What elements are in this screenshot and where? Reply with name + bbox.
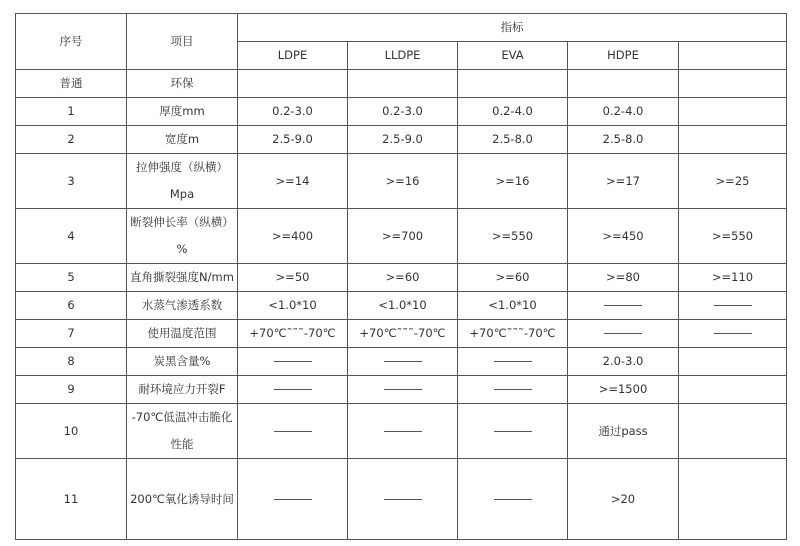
row-value bbox=[458, 404, 568, 459]
row-value: 0.2-3.0 bbox=[348, 98, 458, 126]
row-value bbox=[679, 348, 787, 376]
row-value bbox=[568, 320, 679, 348]
row-value bbox=[458, 376, 568, 404]
row-value bbox=[348, 348, 458, 376]
row-value bbox=[348, 404, 458, 459]
row-value: 0.2-4.0 bbox=[458, 98, 568, 126]
row-value: >=50 bbox=[238, 264, 348, 292]
header-row-1 bbox=[16, 14, 787, 42]
row-value: >=14 bbox=[238, 154, 348, 209]
row-value bbox=[458, 348, 568, 376]
row-item: 200℃氧化诱导时间 bbox=[127, 459, 238, 540]
row-value bbox=[348, 376, 458, 404]
row-value: <1.0*10 bbox=[458, 292, 568, 320]
table-row bbox=[16, 264, 787, 292]
row-value: >20 bbox=[568, 459, 679, 540]
row-value: 2.5-8.0 bbox=[568, 126, 679, 154]
dash-line bbox=[274, 499, 312, 500]
row-value: >=110 bbox=[679, 264, 787, 292]
header-item: 项目 bbox=[127, 14, 238, 70]
header-indicator: 指标 bbox=[238, 14, 787, 42]
row-item: -70℃低温冲击脆化性能 bbox=[127, 404, 238, 459]
dash-line bbox=[604, 305, 642, 306]
row-seq: 4 bbox=[16, 209, 127, 264]
row-value bbox=[238, 70, 348, 98]
row-value: 2.5-8.0 bbox=[458, 126, 568, 154]
row-value bbox=[568, 70, 679, 98]
row-item: 耐环境应力开裂F bbox=[127, 376, 238, 404]
row-value bbox=[238, 348, 348, 376]
dash-line bbox=[384, 431, 422, 432]
row-value: +70℃˜˜˜-70℃ bbox=[238, 320, 348, 348]
dash-line bbox=[384, 499, 422, 500]
dash-line bbox=[494, 389, 532, 390]
row-value bbox=[238, 404, 348, 459]
row-value bbox=[679, 376, 787, 404]
dash-line bbox=[604, 333, 642, 334]
row-value: >=450 bbox=[568, 209, 679, 264]
row-value bbox=[679, 292, 787, 320]
row-seq: 5 bbox=[16, 264, 127, 292]
table-row bbox=[16, 376, 787, 404]
row-value bbox=[238, 459, 348, 540]
table-row bbox=[16, 404, 787, 459]
table-row bbox=[16, 209, 787, 264]
header-material: LDPE bbox=[238, 42, 348, 70]
dash-line bbox=[494, 499, 532, 500]
row-item: 厚度mm bbox=[127, 98, 238, 126]
table-row bbox=[16, 154, 787, 209]
row-value: >=80 bbox=[568, 264, 679, 292]
row-value: >=16 bbox=[348, 154, 458, 209]
row-item: 拉伸强度（纵横）Mpa bbox=[127, 154, 238, 209]
row-item: 使用温度范围 bbox=[127, 320, 238, 348]
dash-line bbox=[494, 361, 532, 362]
row-seq: 11 bbox=[16, 459, 127, 540]
header-material: LLDPE bbox=[348, 42, 458, 70]
spec-table bbox=[15, 13, 787, 540]
header-material: EVA bbox=[458, 42, 568, 70]
row-value: >=25 bbox=[679, 154, 787, 209]
row-seq: 6 bbox=[16, 292, 127, 320]
row-value: 2.5-9.0 bbox=[348, 126, 458, 154]
row-value: +70℃˜˜˜-70℃ bbox=[348, 320, 458, 348]
header-material bbox=[679, 42, 787, 70]
header-seq: 序号 bbox=[16, 14, 127, 70]
table-row bbox=[16, 292, 787, 320]
row-value: 通过pass bbox=[568, 404, 679, 459]
row-seq: 8 bbox=[16, 348, 127, 376]
dash-line bbox=[714, 333, 752, 334]
row-seq: 2 bbox=[16, 126, 127, 154]
row-seq: 3 bbox=[16, 154, 127, 209]
row-value bbox=[458, 70, 568, 98]
row-item: 水蒸气渗透系数 bbox=[127, 292, 238, 320]
dash-line bbox=[714, 305, 752, 306]
table-row bbox=[16, 459, 787, 540]
row-value: >=550 bbox=[679, 209, 787, 264]
row-seq: 7 bbox=[16, 320, 127, 348]
dash-line bbox=[274, 389, 312, 390]
dash-line bbox=[384, 389, 422, 390]
row-value bbox=[238, 376, 348, 404]
row-item: 环保 bbox=[127, 70, 238, 98]
row-value: >=400 bbox=[238, 209, 348, 264]
row-value: >=700 bbox=[348, 209, 458, 264]
row-value bbox=[679, 70, 787, 98]
row-value bbox=[348, 459, 458, 540]
row-value: 0.2-4.0 bbox=[568, 98, 679, 126]
row-value bbox=[348, 70, 458, 98]
dash-line bbox=[274, 361, 312, 362]
row-item: 炭黑含量% bbox=[127, 348, 238, 376]
table-row bbox=[16, 126, 787, 154]
row-seq: 10 bbox=[16, 404, 127, 459]
row-value: +70℃˜˜˜-70℃ bbox=[458, 320, 568, 348]
dash-line bbox=[384, 361, 422, 362]
row-value bbox=[568, 292, 679, 320]
row-value: 2.5-9.0 bbox=[238, 126, 348, 154]
row-item: 断裂伸长率（纵横）% bbox=[127, 209, 238, 264]
row-value: >=1500 bbox=[568, 376, 679, 404]
row-seq: 普通 bbox=[16, 70, 127, 98]
row-value bbox=[458, 459, 568, 540]
dash-line bbox=[494, 431, 532, 432]
table-row bbox=[16, 98, 787, 126]
row-value bbox=[679, 126, 787, 154]
row-seq: 9 bbox=[16, 376, 127, 404]
row-seq: 1 bbox=[16, 98, 127, 126]
row-value: >=17 bbox=[568, 154, 679, 209]
row-value: >=60 bbox=[348, 264, 458, 292]
row-value bbox=[679, 320, 787, 348]
row-value: 0.2-3.0 bbox=[238, 98, 348, 126]
row-value: <1.0*10 bbox=[348, 292, 458, 320]
table-row bbox=[16, 348, 787, 376]
row-value: >=550 bbox=[458, 209, 568, 264]
table-row bbox=[16, 70, 787, 98]
row-value: >=16 bbox=[458, 154, 568, 209]
row-value bbox=[679, 459, 787, 540]
row-item: 宽度m bbox=[127, 126, 238, 154]
row-value: >=60 bbox=[458, 264, 568, 292]
row-value bbox=[679, 98, 787, 126]
dash-line bbox=[274, 431, 312, 432]
row-value bbox=[679, 404, 787, 459]
row-value: 2.0-3.0 bbox=[568, 348, 679, 376]
row-value: <1.0*10 bbox=[238, 292, 348, 320]
table-row bbox=[16, 320, 787, 348]
header-material: HDPE bbox=[568, 42, 679, 70]
row-item: 直角撕裂强度N/mm bbox=[127, 264, 238, 292]
